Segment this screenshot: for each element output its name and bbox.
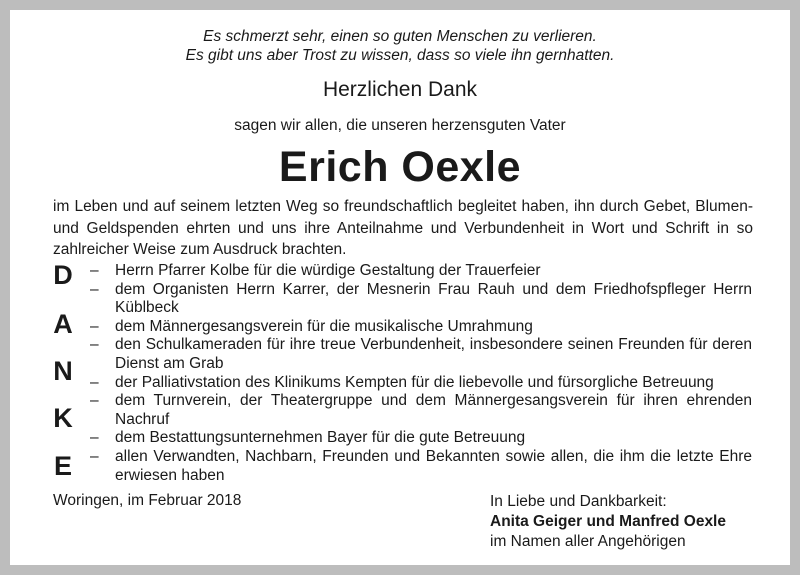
thanks-heading: Herzlichen Dank bbox=[322, 78, 478, 101]
list-item bbox=[90, 318, 752, 337]
list-item bbox=[90, 374, 752, 393]
list-item bbox=[90, 336, 752, 373]
danke-letter-n: N bbox=[53, 356, 73, 386]
list-item bbox=[90, 281, 752, 318]
intro-line: sagen wir allen, die unseren herzensguten Vater bbox=[234, 117, 566, 134]
list-item bbox=[90, 448, 752, 485]
signature-block bbox=[490, 492, 726, 552]
list-item bbox=[90, 392, 752, 429]
list-item-text: dem Turnverein, der Theatergruppe und dem Männergesangsverein für ihren ehrenden Nachruf bbox=[115, 392, 752, 428]
danke-letter-e: E bbox=[53, 451, 72, 481]
list-item-text: Herrn Pfarrer Kolbe für die würdige Gestaltung der Trauerfeier bbox=[115, 262, 541, 279]
quote-line-1: Es schmerzt sehr, einen so guten Menschen zu verlieren. bbox=[203, 28, 597, 45]
dash: – bbox=[90, 373, 99, 391]
dash: – bbox=[90, 447, 99, 465]
on-behalf-line: im Namen aller Angehörigen bbox=[490, 533, 686, 550]
dash: – bbox=[90, 336, 99, 354]
place-date: Woringen, im Februar 2018 bbox=[53, 492, 242, 509]
signers: Anita Geiger und Manfred Oexle bbox=[490, 513, 726, 530]
dash: – bbox=[90, 317, 99, 335]
dash: – bbox=[90, 262, 99, 279]
danke-letter-a: A bbox=[53, 309, 73, 339]
list-item-text: der Palliativstation des Klinikums Kempten für die liebevolle und fürsorgliche Betreuung bbox=[115, 373, 714, 391]
list-item-text: den Schulkameraden für ihre treue Verbundenheit, insbesondere seinen Freunden für deren Dienst am Grab bbox=[115, 336, 752, 372]
thanks-list bbox=[90, 262, 752, 485]
list-item bbox=[90, 262, 752, 281]
closing-line: In Liebe und Dankbarkeit: bbox=[490, 493, 667, 510]
list-item-text: dem Organisten Herrn Karrer, der Mesnerin Frau Rauh und dem Friedhofspfleger Herrn Küblbeck bbox=[115, 280, 752, 317]
dash: – bbox=[90, 280, 99, 298]
dash: – bbox=[90, 429, 99, 447]
list-item-text: dem Männergesangsverein für die musikalische Umrahmung bbox=[115, 317, 533, 335]
obituary-notice bbox=[10, 10, 790, 565]
dash: – bbox=[90, 392, 99, 410]
list-item bbox=[90, 429, 752, 448]
quote-line-2: Es gibt uns aber Trost zu wissen, dass so viele ihn gernhatten. bbox=[185, 47, 615, 64]
deceased-name: Erich Oexle bbox=[278, 143, 522, 191]
list-item-text: dem Bestattungsunternehmen Bayer für die gute Betreuung bbox=[115, 429, 526, 447]
body-paragraph: im Leben und auf seinem letzten Weg so freundschaftlich begleitet haben, ihn durch Gebet, Blumen- und Geldspenden ehrten und uns ihre Anteilnahme und Verbundenheit in Wort und Schrift in so zahlreicher Weise zum Ausdruck brachten. bbox=[53, 198, 753, 259]
list-item-text: allen Verwandten, Nachbarn, Freunden und Bekannten sowie allen, die ihm die letzte Ehre erwiesen haben bbox=[115, 447, 752, 484]
danke-letter-d: D bbox=[53, 260, 73, 290]
danke-letter-k: K bbox=[53, 403, 73, 433]
